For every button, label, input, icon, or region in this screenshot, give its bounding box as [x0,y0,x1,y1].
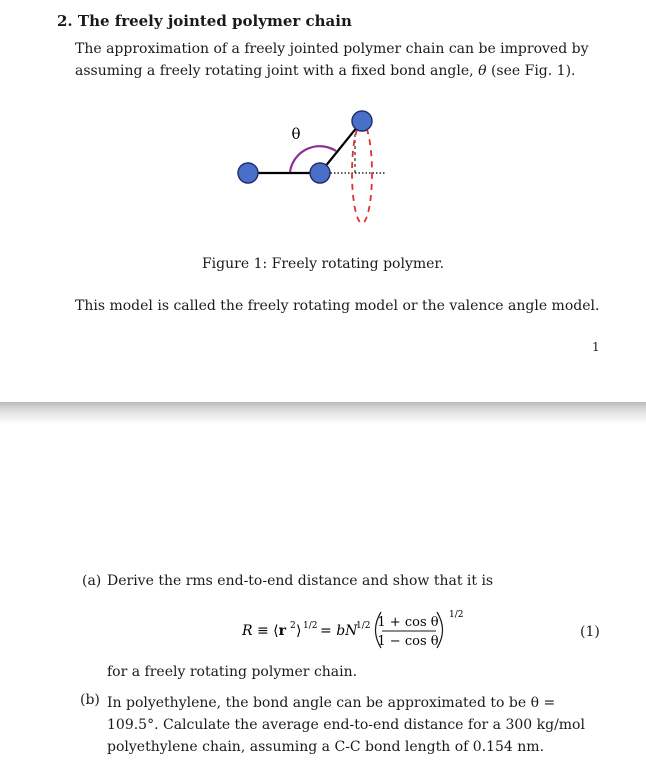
page-number: 1 [592,340,600,354]
eq-exp-1: 1/2 [303,621,318,631]
equation-number: (1) [580,624,600,640]
atom-center [310,163,330,183]
eq-numerator: 1 + cos θ [377,615,439,630]
problem-title: The freely jointed polymer chain [77,12,352,30]
theta-label: θ [291,125,301,143]
eq-lhs-sup: 2 [290,621,296,631]
model-sentence: This model is called the freely rotating model or the valence angle model. [75,298,600,314]
intro-theta: θ [478,63,487,79]
eq-exp-2: 1/2 [356,621,371,631]
eq-lhs-close: ⟩ [296,623,302,639]
equation-1 [0,600,646,660]
part-b-text: In polyethylene, the bond angle can be approximated to be θ = 109.5°. Calculate the average end-to-end distance for a 300 kg/mol polyethylene chain, assuming a C-C bond length of 0.154 nm. [107,695,585,755]
part-b-label: (b) [80,692,100,708]
page-break-separator [0,402,646,424]
eq-lhs: R ≡ ⟨r [242,623,287,639]
atom-top [352,111,372,131]
polymer-figure [0,0,646,260]
part-a-trailing: for a freely rotating polymer chain. [107,664,358,680]
intro-text: The approximation of a freely jointed polymer chain can be improved by assuming a freely rotating joint with a fixed bond angle, [75,41,589,79]
eq-exp-3: 1/2 [449,610,464,620]
part-a-label: (a) [82,573,102,589]
part-a-text: Derive the rms end-to-end distance and show that it is [107,573,494,589]
figure-caption: Figure 1: Freely rotating polymer. [201,256,445,272]
intro-suffix: (see Fig. 1). [490,63,576,79]
atom-left [238,163,258,183]
problem-number: 2. [57,12,73,30]
eq-denominator: 1 − cos θ [377,634,439,649]
eq-mid: = bN [320,623,358,639]
